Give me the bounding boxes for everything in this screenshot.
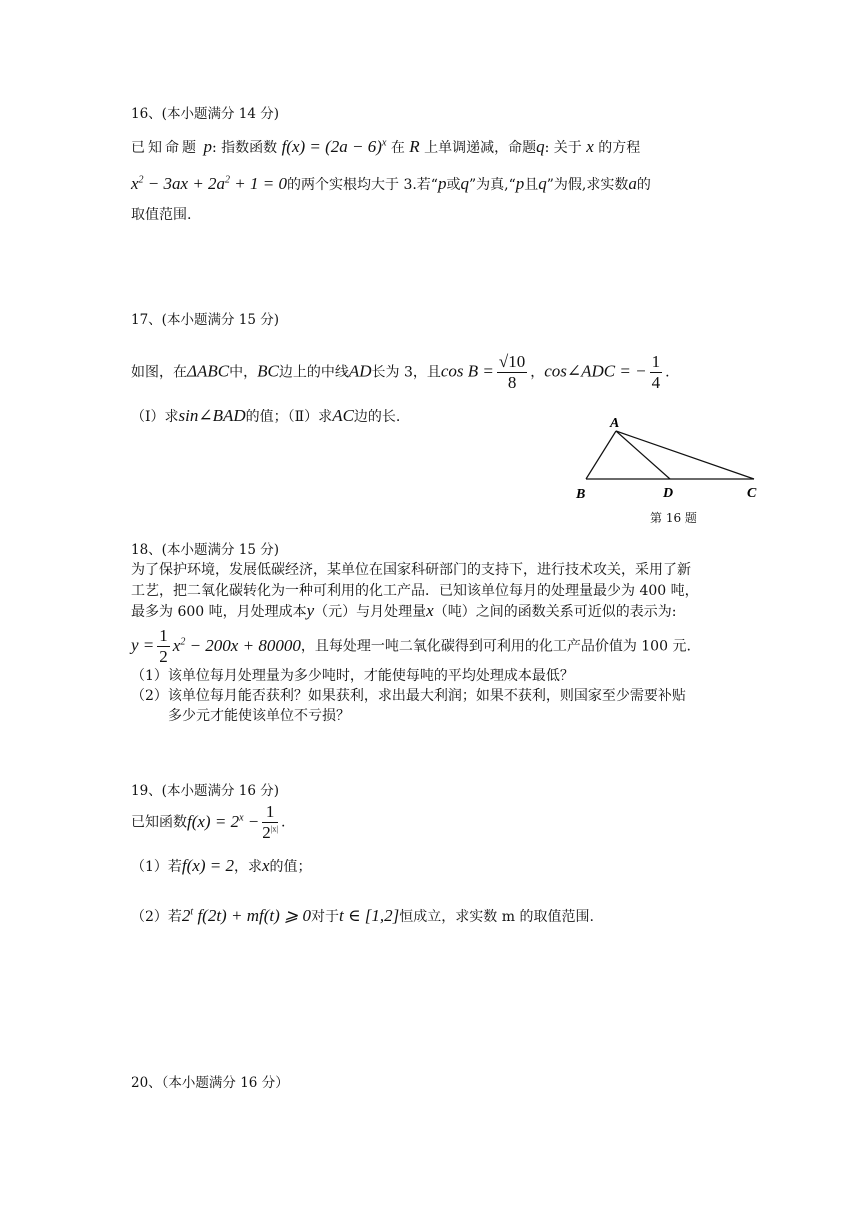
text: 长为 3，且 [371, 364, 441, 381]
q17-header: 17、(本小题满分 15 分) [131, 312, 279, 328]
edge-ac [616, 431, 754, 479]
figure-caption: 第 16 题 [650, 511, 697, 525]
var-x: x [586, 137, 594, 156]
text: 边的长. [353, 409, 401, 425]
text: ，且每处理一吨二氧化碳得到可利用的化工产品价值为 100 元. [300, 638, 691, 655]
fraction-1-over-2: $\frac{1}{2}$ [159, 626, 168, 666]
text: 已知函数 [131, 814, 187, 831]
var-p: p [437, 174, 447, 193]
q18-item1: （1）该单位每月处理量为多少吨时，才能使每吨的平均处理成本最低？ [131, 668, 574, 684]
text: 中， [229, 364, 258, 381]
cost-expr: $x^2 - 200x + 80000$ [172, 635, 301, 655]
q18-line4 [131, 626, 691, 667]
q17-line1 [131, 352, 670, 393]
median-ad [616, 431, 670, 479]
text: 上单调递减，命题 [424, 140, 537, 156]
segment-ac: AC [332, 406, 354, 425]
segment-ad: AD [348, 361, 372, 381]
text: ”为真,“ [468, 177, 516, 193]
q16-line3: 取值范围. [131, 207, 192, 223]
text: （Ⅰ）求 [131, 409, 179, 425]
q20-header: 20、（本小题满分 16 分） [131, 1075, 289, 1091]
edge-ab [586, 431, 616, 479]
q18-item2b: 多少元才能使该单位不亏损？ [168, 708, 350, 724]
q19-item1 [131, 856, 312, 877]
fraction-sqrt10-over-8: $\frac{√10}{8}$ [498, 352, 526, 392]
fraction-1-over-2abs: $\frac{1}{2^{|x|}}$ [262, 802, 278, 842]
text: 在 [390, 140, 405, 156]
label-b: B [576, 487, 586, 502]
text: （吨）之间的函数关系可近似的表示为: [433, 604, 677, 620]
var-p: p [203, 137, 212, 156]
text: ， [530, 364, 545, 381]
equation: $x^2 - 3ax + 2a^2 + 1 = 0$ [131, 174, 287, 193]
fx-def: $f(x) = 2^x$ − [187, 811, 260, 831]
q16-line1 [131, 137, 640, 158]
text: 边上的中线 [278, 364, 349, 381]
text: ，求 [233, 859, 262, 875]
triangle-abc: ΔABC [187, 361, 230, 381]
text: 的值； [269, 859, 312, 875]
label-d: D [663, 486, 674, 501]
text: 对于 [310, 909, 339, 925]
q18-header: 18、(本小题满分 15 分) [131, 542, 279, 558]
q16-header: 16、(本小题满分 14 分) [131, 106, 279, 122]
text: ”为假,求实数 [546, 177, 629, 193]
cos-b: cos B = [440, 361, 494, 381]
text: : 关于 [544, 140, 582, 156]
equation: f(x) = 2 [181, 856, 234, 875]
segment-bc: BC [257, 361, 279, 381]
q17-line2 [131, 406, 400, 427]
var-R: R [409, 137, 420, 156]
text: 或 [446, 177, 461, 193]
text: 且 [524, 177, 539, 193]
text: . [280, 814, 286, 831]
interval: t ∈ [1,2] [338, 906, 400, 925]
var-q: q [460, 174, 469, 193]
q18-line1: 为了保护环境，发展低碳经济，某单位在国家科研部门的支持下，进行技术攻关，采用了新 [131, 562, 691, 578]
var-y: y [306, 601, 315, 620]
text: 恒成立，求实数 m 的取值范围. [399, 909, 594, 925]
var-x: x [426, 601, 434, 620]
var-q: q [538, 174, 547, 193]
text: （1）若 [131, 859, 182, 875]
var-y: y = [131, 635, 155, 655]
var-x: x [261, 856, 270, 875]
q16-line2 [131, 174, 651, 195]
q18-line3 [131, 601, 676, 622]
text: : 指数函数 [211, 140, 278, 156]
text: . [665, 364, 670, 381]
var-a: a [628, 174, 637, 193]
sin-bad: sin∠BAD [178, 406, 246, 425]
text: 如图，在 [131, 364, 187, 381]
cos-adc: cos∠ADC = − [544, 361, 647, 381]
fraction-1-over-4: $\frac{1}{4}$ [651, 352, 661, 392]
var-p: p [515, 174, 525, 193]
q19-item2 [131, 906, 594, 927]
label-a: A [610, 416, 620, 431]
text: 的值；（Ⅱ）求 [245, 409, 333, 425]
q19-line1 [131, 802, 285, 843]
text: 的方程 [598, 140, 641, 156]
text: （元）与月处理量 [314, 604, 427, 620]
inequality: 2$^t$ f(2t) + mf(t) ⩾ 0 [181, 906, 311, 925]
text: （2）若 [131, 909, 182, 925]
triangle-diagram [570, 415, 770, 505]
q18-item2: （2）该单位每月能否获利？如果获利，求出最大利润；如果不获利，则国家至少需要补贴 [131, 688, 686, 704]
label-c: C [747, 486, 757, 501]
var-q: q [536, 137, 545, 156]
q18-line2: 工艺，把二氧化碳转化为一种可利用的化工产品．已知该单位每月的处理量最少为 400 吨， [131, 583, 699, 599]
q19-header: 19、(本小题满分 16 分) [131, 783, 279, 799]
text: 已知命题 [131, 140, 199, 156]
text: 的两个实根均大于 3.若“ [287, 177, 438, 193]
text: 的 [636, 177, 651, 193]
text: 最多为 600 吨，月处理成本 [131, 604, 307, 620]
fx-expr: $f(x) = (2a - 6)^x$ [281, 137, 387, 156]
